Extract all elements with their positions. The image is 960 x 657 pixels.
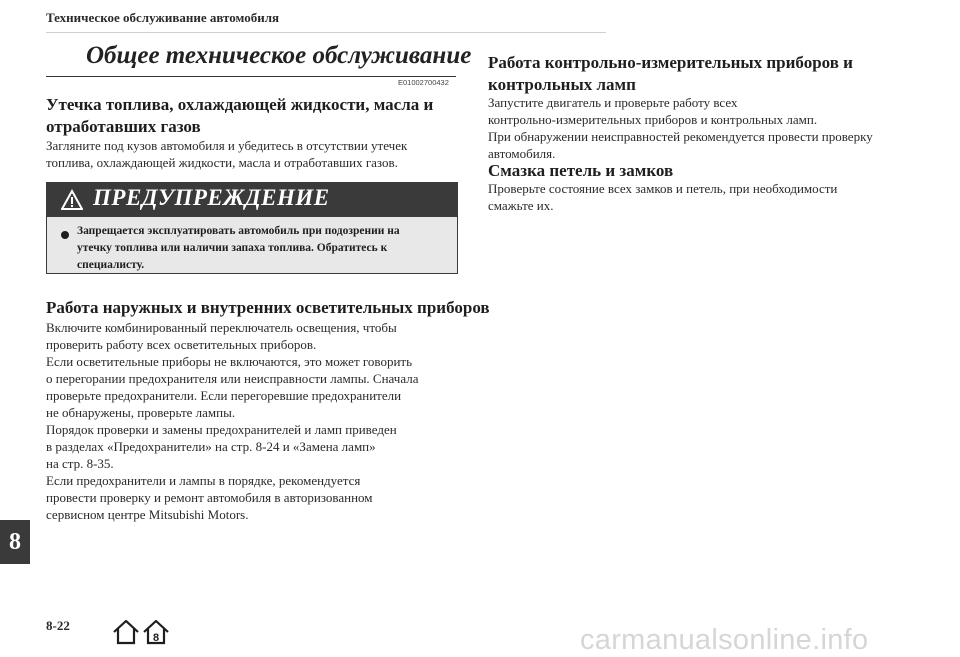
hinges-text xyxy=(488,180,837,214)
instruments-text xyxy=(488,94,873,162)
title-divider xyxy=(46,76,456,77)
lights-text-line: Порядок проверки и замены предохранителей и ламп приведен xyxy=(46,422,397,437)
lights-text-line: Если осветительные приборы не включаются, это может говорить xyxy=(46,354,413,369)
watermark: carmanualsonline.info xyxy=(580,624,869,656)
leak-text-line: Загляните под кузов автомобиля и убедитесь в отсутствии утечек xyxy=(46,138,408,153)
leak-text-line: топлива, охлаждающей жидкости, масла и отработавших газов. xyxy=(46,155,398,170)
instruments-heading-line1: Работа контрольно-измерительных приборов и xyxy=(488,53,853,72)
page-header: Техническое обслуживание автомобиля xyxy=(46,10,280,25)
hinges-text-line: Проверьте состояние всех замков и петель, при необходимости xyxy=(488,181,838,196)
warning-text-line: специалисту. xyxy=(77,259,145,271)
warning-text xyxy=(77,223,449,274)
lights-heading: Работа наружных и внутренних осветительных приборов xyxy=(46,298,490,317)
instruments-text-line: контрольно-измерительных приборов и контрольных ламп. xyxy=(488,112,818,127)
instruments-heading-line2: контрольных ламп xyxy=(488,75,636,94)
warning-box xyxy=(46,182,458,274)
chapter-tab: 8 xyxy=(0,520,30,564)
page-number: 8-22 xyxy=(46,618,70,633)
warning-text-line: утечку топлива или наличии запаха топлива. Обратитесь к xyxy=(77,242,388,254)
lights-text-line: не обнаружены, проверьте лампы. xyxy=(46,405,236,420)
lights-text xyxy=(46,319,419,523)
lights-text-line: Включите комбинированный переключатель освещения, чтобы xyxy=(46,320,397,335)
warning-text-line: Запрещается эксплуатировать автомобиль при подозрении на xyxy=(77,225,400,237)
lights-text-line: сервисном центре Mitsubishi Motors. xyxy=(46,507,249,522)
chapter-home-icon[interactable] xyxy=(144,621,168,644)
hinges-text-line: смажьте их. xyxy=(488,198,554,213)
header-divider xyxy=(46,32,606,33)
leak-heading-line2: отработавших газов xyxy=(46,117,201,136)
home-icon[interactable] xyxy=(114,621,138,643)
hinges-heading: Смазка петель и замков xyxy=(488,161,674,180)
lights-text-line: на стр. 8-35. xyxy=(46,456,114,471)
instruments-text-line: При обнаружении неисправностей рекомендуется провести проверку xyxy=(488,129,873,144)
bullet-icon xyxy=(61,231,69,239)
chapter-home-icon-label: 8 xyxy=(152,632,160,644)
leak-heading-line1: Утечка топлива, охлаждающей жидкости, масла и xyxy=(46,95,434,114)
section-code: E01002700432 xyxy=(398,78,449,87)
instruments-text-line: автомобиля. xyxy=(488,146,556,161)
warning-title: ПРЕДУПРЕЖДЕНИЕ xyxy=(93,185,330,210)
warning-header xyxy=(47,183,457,217)
lights-text-line: Если предохранители и лампы в порядке, рекомендуется xyxy=(46,473,361,488)
lights-text-line: провести проверку и ремонт автомобиля в авторизованном xyxy=(46,490,373,505)
lights-text-line: в разделах «Предохранители» на стр. 8-24 и «Замена ламп» xyxy=(46,439,376,454)
lights-text-line: о перегорании предохранителя или неисправности лампы. Сначала xyxy=(46,371,419,386)
section-title: Общее техническое обслуживание xyxy=(86,42,472,69)
instruments-text-line: Запустите двигатель и проверьте работу всех xyxy=(488,95,738,110)
lights-text-line: проверить работу всех осветительных приборов. xyxy=(46,337,317,352)
lights-text-line: проверьте предохранители. Если перегоревшие предохранители xyxy=(46,388,402,403)
warning-triangle-icon xyxy=(61,189,83,211)
nav-icons xyxy=(112,618,172,651)
